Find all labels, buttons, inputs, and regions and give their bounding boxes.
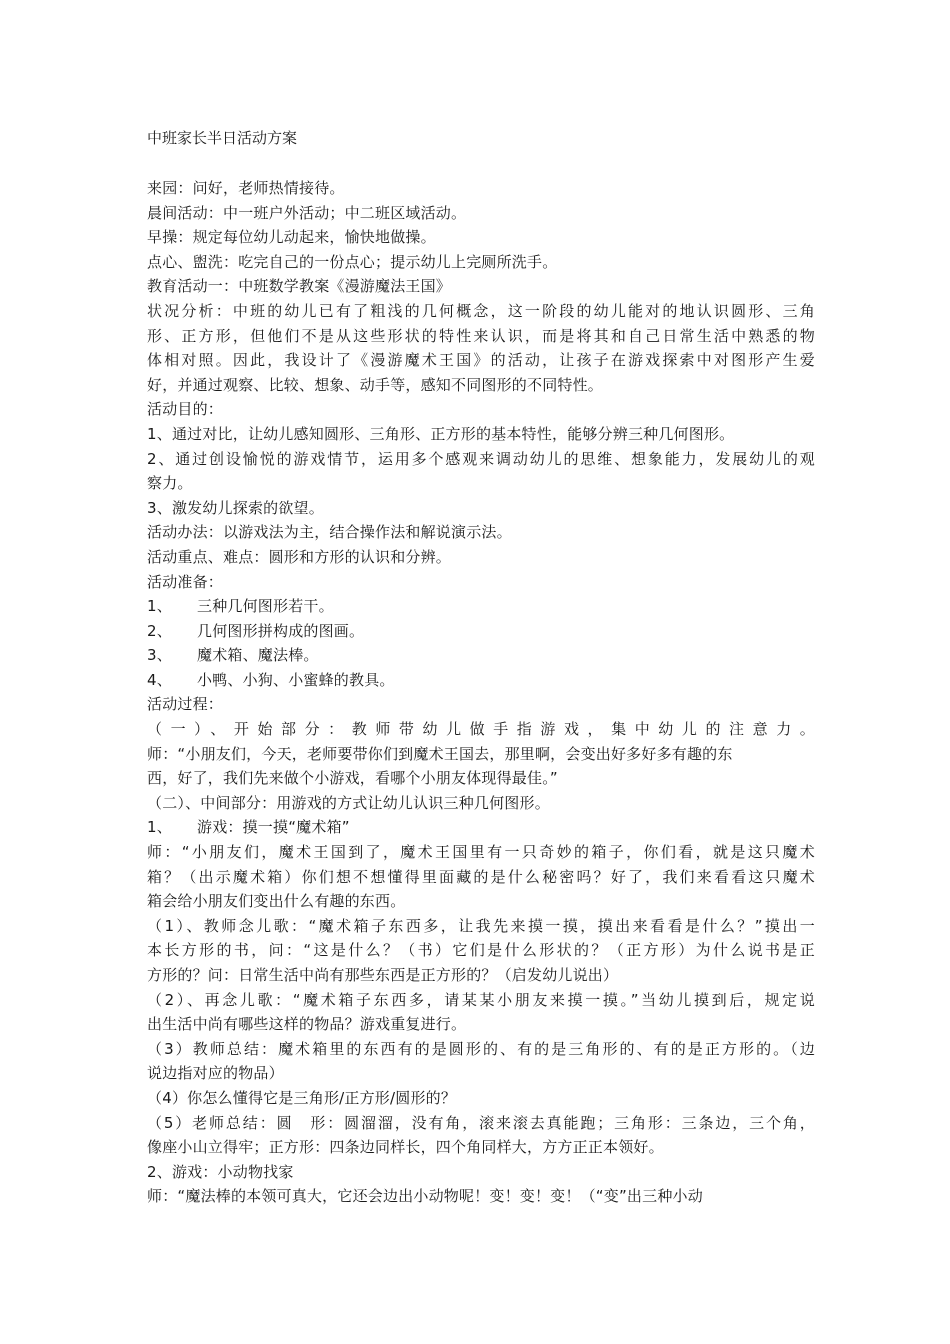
line-text: 活动重点、难点：圆形和方形的认识和分辨。 (147, 547, 452, 566)
text-line (147, 1012, 815, 1037)
line-text: 魔术箱、魔法棒。 (197, 646, 319, 665)
line-text: 箱会给小朋友们变出什么有趣的东西。 (147, 892, 406, 911)
line-text: 师：“小朋友们，今天，老师要带你们到魔术王国去，那里啊，会变出好多好多有趣的东 (147, 744, 733, 763)
line-text: 2、通过创设愉悦的游戏情节，运用多个感观来调动幼儿的思维、想象能力，发展幼儿的观 (147, 449, 815, 468)
text-line (147, 250, 815, 275)
list-number: 1、 (147, 818, 172, 837)
text-line (147, 1037, 815, 1062)
line-text: （2）、再念儿歌：“魔术箱子东西多，请某某小朋友来摸一摸。”当幼儿摸到后，规定说 (147, 990, 815, 1009)
text-line (147, 1111, 815, 1136)
line-text: 好，并通过观察、比较、想象、动手等，感知不同图形的不同特性。 (147, 375, 604, 394)
text-line (147, 1061, 815, 1086)
line-text: 活动办法：以游戏法为主，结合操作法和解说演示法。 (147, 523, 512, 542)
line-text: 出生活中尚有哪些这样的物品？游戏重复进行。 (147, 1015, 467, 1034)
line-text: 三种几何图形若干。 (197, 597, 334, 616)
text-line (147, 225, 815, 250)
list-number: 1、 (147, 597, 172, 616)
list-number: 2、 (147, 621, 172, 640)
line-text: 游戏：摸一摸“魔术箱” (197, 818, 350, 837)
line-text: 说边指对应的物品） (147, 1064, 284, 1083)
text-line (147, 668, 815, 693)
text-line (147, 447, 815, 472)
text-line (147, 1184, 815, 1209)
line-text: 西，好了，我们先来做个小游戏，看哪个小朋友体现得最佳。” (147, 769, 558, 788)
line-text: （5）老师总结：圆 形：圆溜溜，没有角，滚来滚去真能跑；三角形：三条边，三个角， (147, 1113, 815, 1132)
text-line (147, 274, 815, 299)
text-line (147, 619, 815, 644)
line-text: 教育活动一：中班数学教案《漫游魔法王国》 (147, 277, 452, 296)
line-text: （1）、教师念儿歌：“魔术箱子东西多，让我先来摸一摸，摸出来看看是什么？”摸出一 (147, 916, 815, 935)
line-text: 1、通过对比，让幼儿感知圆形、三角形、正方形的基本特性，能够分辨三种几何图形。 (147, 424, 735, 443)
line-text: 活动过程： (147, 695, 224, 714)
text-line (147, 422, 815, 447)
text-line (147, 938, 815, 963)
text-line (147, 471, 815, 496)
text-line (147, 815, 815, 840)
line-text: 师：“魔法棒的本领可真大，它还会边出小动物呢！变！变！变！（“变”出三种小动 (147, 1187, 703, 1206)
text-line (147, 1135, 815, 1160)
text-line (147, 1086, 815, 1111)
line-text: 点心、盥洗：吃完自己的一份点心；提示幼儿上完厕所洗手。 (147, 252, 558, 271)
text-line (147, 791, 815, 816)
line-text: 几何图形拼构成的图画。 (197, 621, 365, 640)
line-text: 晨间活动：中一班户外活动；中二班区域活动。 (147, 203, 467, 222)
text-line (147, 988, 815, 1013)
text-line (147, 692, 815, 717)
text-line (147, 1160, 815, 1185)
line-text: 箱？（出示魔术箱）你们想不想懂得里面藏的是什么秘密吗？好了，我们来看看这只魔术 (147, 867, 815, 886)
line-text: 2、游戏：小动物找家 (147, 1162, 294, 1181)
line-text: 小鸭、小狗、小蜜蜂的教具。 (197, 670, 395, 689)
line-text: 体相对照。因此，我设计了《漫游魔术王国》的活动，让孩子在游戏探索中对图形产生爱 (147, 351, 815, 370)
line-text: （二）、中间部分：用游戏的方式让幼儿认识三种几何图形。 (147, 793, 550, 812)
line-text: （4）你怎么懂得它是三角形/正方形/圆形的？ (147, 1088, 457, 1107)
text-line (147, 570, 815, 595)
line-text: 本长方形的书，问：“这是什么？（书）它们是什么形状的？（正方形）为什么说书是正 (147, 941, 815, 960)
text-line (147, 373, 815, 398)
line-text: 像座小山立得牢；正方形：四条边同样长，四个角同样大，方方正正本领好。 (147, 1138, 664, 1157)
line-text: 形、正方形，但他们不是从这些形状的特性来认识，而是将其和自己日常生活中熟悉的物 (147, 326, 815, 345)
text-line (147, 963, 815, 988)
line-text: 状况分析：中班的幼儿已有了粗浅的几何概念，这一阶段的幼儿能对的地认识圆形、三角 (147, 301, 815, 320)
text-line (147, 865, 815, 890)
text-line (147, 496, 815, 521)
line-text: 师：“小朋友们，魔术王国到了，魔术王国里有一只奇妙的箱子，你们看，就是这只魔术 (147, 843, 815, 862)
text-line (147, 766, 815, 791)
line-text: 早操：规定每位幼儿动起来，愉快地做操。 (147, 228, 436, 247)
text-line (147, 889, 815, 914)
text-line (147, 840, 815, 865)
text-line (147, 742, 815, 767)
line-text: 活动准备： (147, 572, 224, 591)
line-text: 3、激发幼儿探索的欲望。 (147, 498, 324, 517)
line-text: 活动目的： (147, 400, 224, 419)
line-text: 察力。 (147, 474, 193, 493)
list-number: 3、 (147, 646, 172, 665)
document-body (147, 176, 815, 1209)
text-line (147, 348, 815, 373)
line-text: 来园：问好，老师热情接待。 (147, 179, 345, 197)
line-text: （3）教师总结：魔术箱里的东西有的是圆形的、有的是三角形的、有的是正方形的。（边 (147, 1039, 815, 1058)
document-title: 中班家长半日活动方案 (147, 129, 298, 147)
line-text: 方形的？问：日常生活中尚有那些东西是正方形的？（启发幼儿说出） (147, 966, 619, 984)
list-number: 4、 (147, 670, 172, 689)
text-line (147, 545, 815, 570)
text-line (147, 201, 815, 226)
text-line (147, 176, 815, 201)
text-line (147, 520, 815, 545)
text-line (147, 397, 815, 422)
text-line (147, 299, 815, 324)
text-line (147, 717, 815, 742)
text-line (147, 324, 815, 349)
line-text: （一）、开始部分：教师带幼儿做手指游戏，集中幼儿的注意力。 (147, 720, 815, 739)
text-line (147, 594, 815, 619)
text-line (147, 914, 815, 939)
text-line (147, 643, 815, 668)
